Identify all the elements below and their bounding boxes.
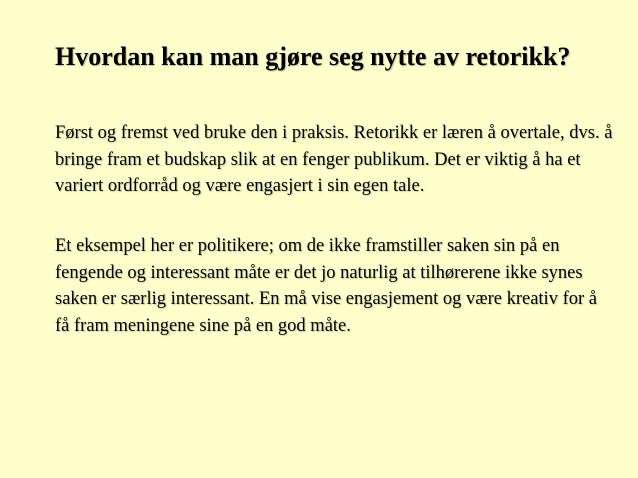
slide-paragraph-1: Først og fremst ved bruke den i praksis. Retorikk er læren å overtale, dvs. å bringe fram et budskap slik at en fenger publikum. Det er viktig å ha et variert ordforråd og være engasjert i sin egen tale.	[55, 123, 613, 196]
slide-paragraph-2: Et eksempel her er politikere; om de ikke framstiller saken sin på en fengende og interessant måte er det jo naturlig at tilhørerene ikke synes saken er særlig interessant. En må vise engasjement og være kreativ for å få fram meningene sine på en god måte.	[55, 236, 597, 336]
slide-title: Hvordan kan man gjøre seg nytte av retorikk?	[55, 42, 571, 71]
